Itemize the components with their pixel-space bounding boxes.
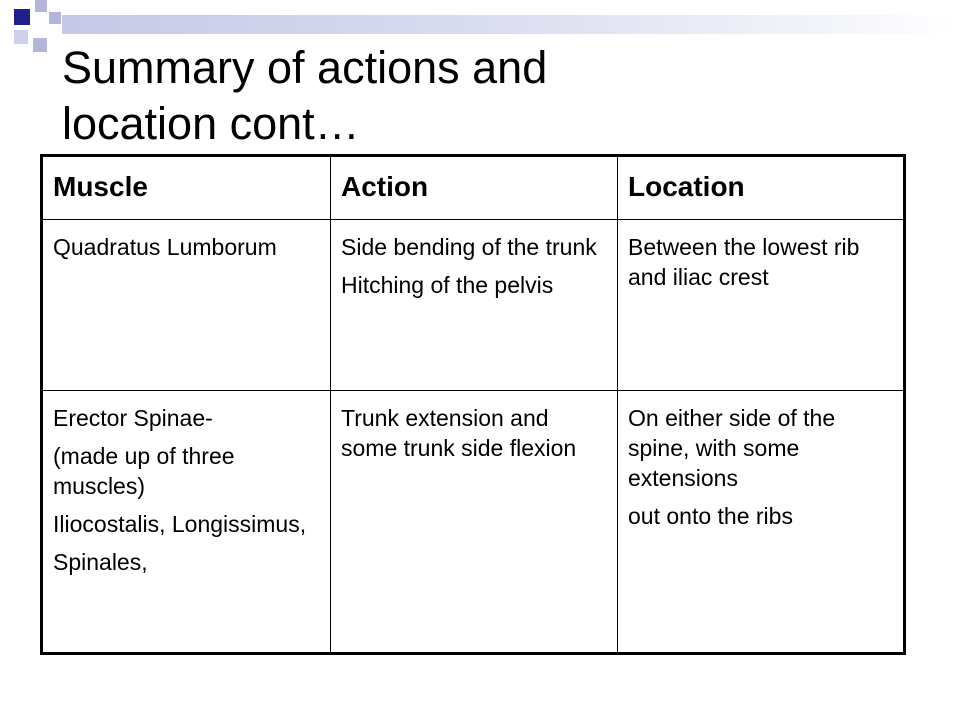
cell-text: Hitching of the pelvis (341, 272, 554, 298)
cell-text: Quadratus Lumborum (53, 234, 277, 260)
cell-text: Between the lowest rib and iliac crest (628, 234, 860, 290)
table-cell-location (618, 220, 903, 390)
cell-text: Side bending of the trunk (341, 234, 597, 260)
decor-square-lavender (49, 12, 61, 24)
cell-text: out onto the ribs (628, 503, 793, 529)
table-cell-action (331, 220, 618, 390)
summary-table (40, 154, 906, 655)
table-cell-muscle (43, 391, 331, 652)
table-cell-action (331, 391, 618, 652)
slide-title: Summary of actions and location cont… (62, 42, 548, 149)
table-row (43, 220, 903, 391)
column-header: Action (331, 157, 618, 219)
table-cell-muscle (43, 220, 331, 390)
decor-square-lavender (14, 30, 28, 44)
decor-square-navy (14, 9, 30, 25)
cell-text: Erector Spinae- (53, 405, 213, 431)
cell-text: Spinales, (53, 549, 148, 575)
cell-text: Trunk extension and some trunk side flexion (341, 405, 577, 461)
cell-text: Iliocostalis, Longissimus, (53, 511, 307, 537)
cell-text: (made up of three muscles) (53, 443, 235, 499)
table-row (43, 391, 903, 652)
cell-text: On either side of the spine, with some extensions (628, 405, 836, 491)
table-header-row (43, 157, 903, 220)
table-cell-location (618, 391, 903, 652)
decor-square-lavender (35, 0, 47, 12)
title-rule-bar (62, 15, 960, 34)
column-header: Muscle (43, 157, 331, 219)
column-header: Location (628, 171, 745, 202)
decor-square-lavender (33, 38, 47, 52)
